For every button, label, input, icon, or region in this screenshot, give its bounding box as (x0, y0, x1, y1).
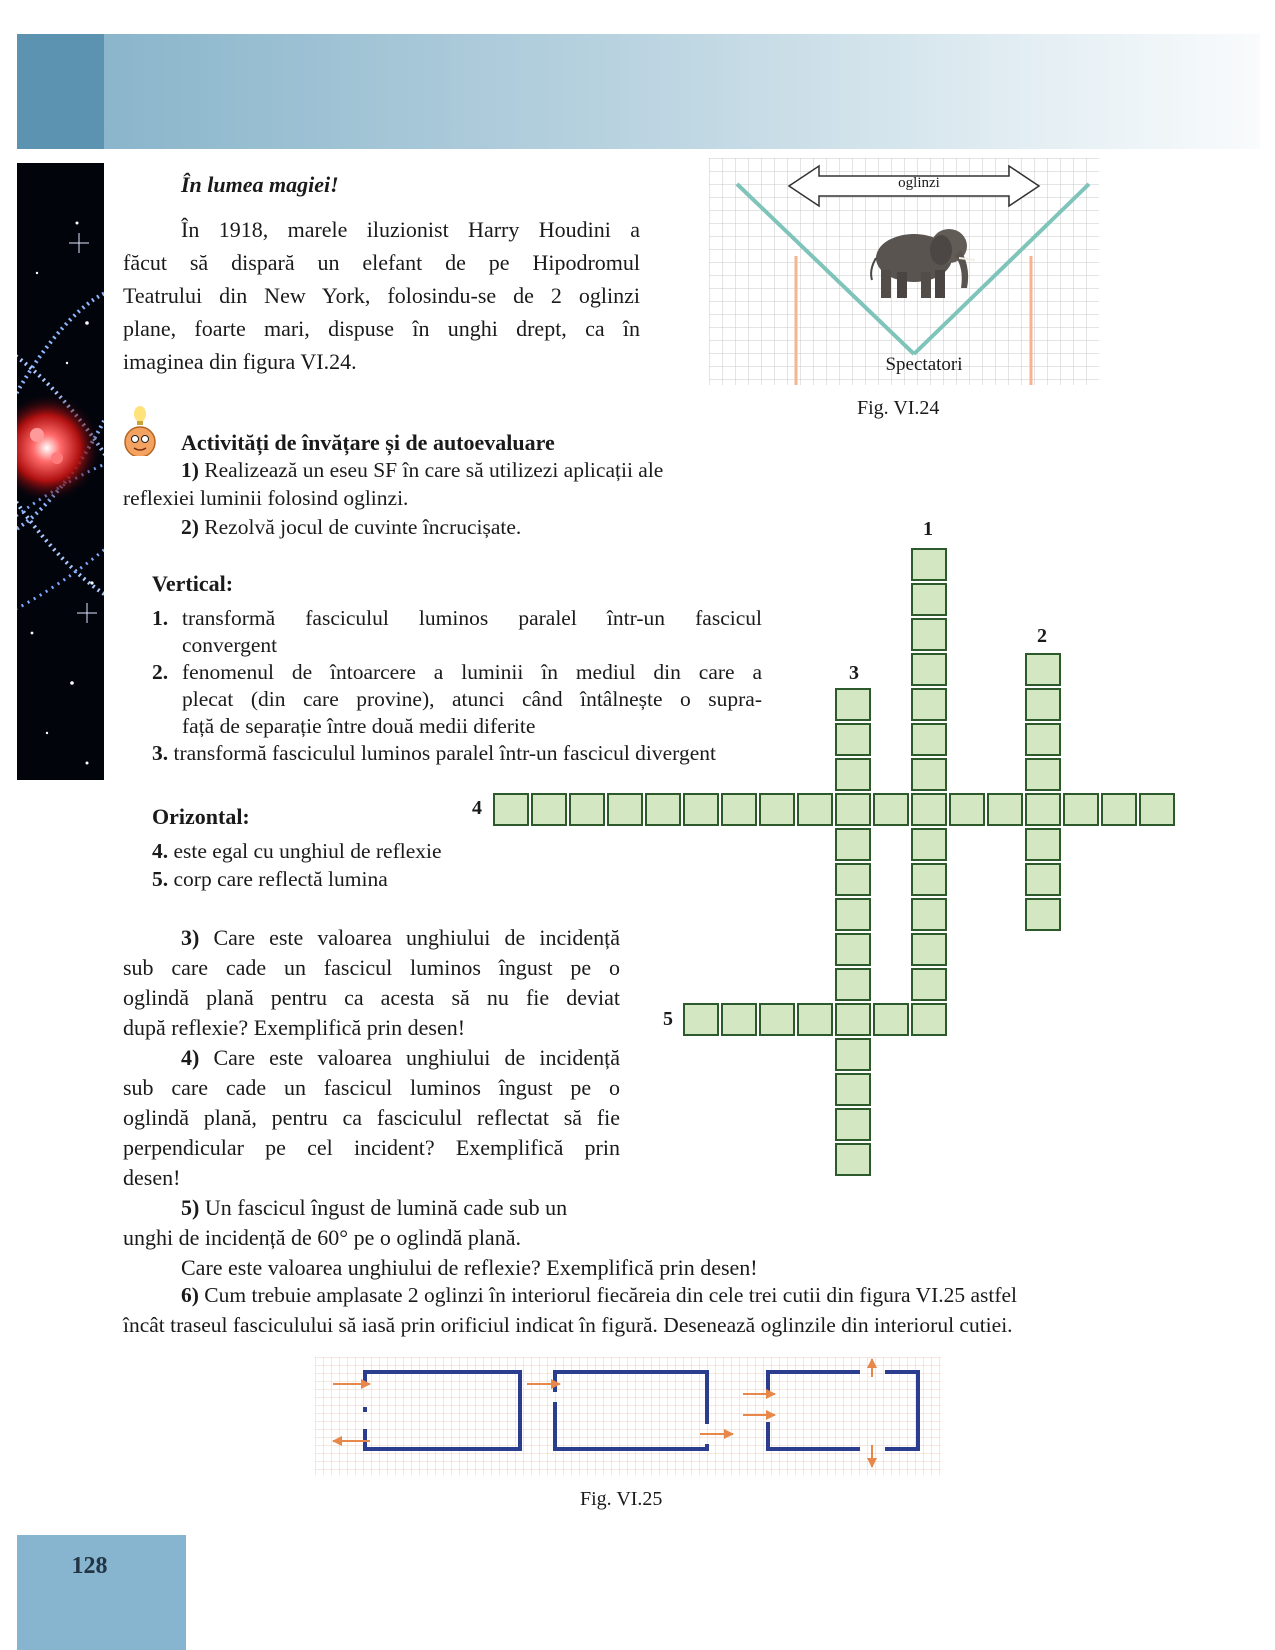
crossword-cell[interactable] (911, 1003, 947, 1036)
question-6-line-1-text: Cum trebuie amplasate 2 oglinzi în interiorul fiecăreia din cele trei cutii din figura VI.25 astfel (204, 1283, 1018, 1307)
question-5-line-1-text: Un fascicul îngust de lumină cade sub un (204, 1195, 568, 1220)
crossword-cell[interactable] (835, 723, 871, 756)
activity-2-text: Rezolvă jocul de cuvinte încrucișate. (204, 515, 522, 539)
crossword-cell[interactable] (797, 1003, 833, 1036)
question-3-line-1 (123, 923, 620, 953)
crossword-cell[interactable] (911, 688, 947, 721)
crossword-cell[interactable] (835, 1003, 871, 1036)
clue-v3-text: transformă fasciculul luminos paralel într-un fascicul divergent (173, 741, 716, 765)
crossword-cell[interactable] (911, 583, 947, 616)
question-3-line-3: oglindă plană pentru ca acesta să nu fie deviat (123, 985, 620, 1010)
crossword-number-3: 3 (849, 662, 859, 684)
crossword-cell[interactable] (1025, 793, 1061, 826)
clue-h5-number: 5. (152, 867, 169, 891)
question-5-number: 5) (181, 1195, 200, 1220)
question-4-line-2: sub care cade un fascicul luminos îngust pe o (123, 1075, 620, 1100)
crossword-cell[interactable] (1025, 723, 1061, 756)
crossword-cell[interactable] (721, 1003, 757, 1036)
figure-vi-25-caption: Fig. VI.25 (580, 1488, 663, 1510)
question-3-number: 3) (181, 925, 200, 950)
crossword-cell[interactable] (911, 758, 947, 791)
crossword-cell[interactable] (1025, 898, 1061, 931)
crossword-cell[interactable] (835, 968, 871, 1001)
crossword-cell[interactable] (835, 1038, 871, 1071)
crossword-cell[interactable] (873, 1003, 909, 1036)
clue-vertical-1 (152, 605, 762, 659)
crossword-cell[interactable] (911, 968, 947, 1001)
question-3-line-4: după reflexie? Exemplifică prin desen! (123, 1015, 466, 1040)
crossword-cell[interactable] (645, 793, 681, 826)
crossword-cell[interactable] (759, 793, 795, 826)
crossword-number-4: 4 (472, 797, 482, 819)
crossword-number-2: 2 (1037, 625, 1047, 647)
question-6 (123, 1280, 1183, 1340)
activity-2 (181, 515, 521, 540)
crossword-cell[interactable] (911, 793, 947, 826)
crossword-cell[interactable] (911, 723, 947, 756)
crossword-cell[interactable] (493, 793, 529, 826)
activity-1-line-1 (181, 458, 663, 483)
lightbulb-mascot-icon (123, 404, 161, 456)
crossword-cell[interactable] (797, 793, 833, 826)
activity-2-number: 2) (181, 515, 199, 539)
crossword-cell[interactable] (683, 1003, 719, 1036)
question-3-line-1-text: Care este valoarea unghiului de incidență (213, 925, 621, 950)
crossword-cell[interactable] (569, 793, 605, 826)
crossword-cell[interactable] (835, 1108, 871, 1141)
figure-vi-24 (709, 158, 1099, 385)
clue-v1-line-2: convergent (182, 633, 278, 657)
crossword-cell[interactable] (911, 898, 947, 931)
clue-v2-line-1: fenomenul de întoarcere a luminii în mediul din care a (182, 660, 762, 684)
atom-illustration-strip (17, 163, 104, 780)
mirrors-elephant-diagram (709, 158, 1099, 385)
crossword-cell[interactable] (835, 688, 871, 721)
crossword-cell[interactable] (911, 933, 947, 966)
figure-vi-25 (315, 1357, 941, 1475)
clue-v1-number: 1. (152, 606, 169, 630)
crossword-cell[interactable] (1025, 828, 1061, 861)
question-6-line-1 (123, 1280, 1183, 1310)
question-5-line-2: unghi de incidență de 60° pe o oglindă plană. (123, 1225, 521, 1250)
crossword-cell[interactable] (835, 1143, 871, 1176)
question-5 (123, 1193, 823, 1283)
crossword-cell[interactable] (911, 863, 947, 896)
mirror-boxes-diagram (315, 1357, 941, 1475)
header-gradient-band (104, 34, 1260, 149)
crossword-cell[interactable] (1025, 758, 1061, 791)
question-4-line-1-text: Care este valoarea unghiului de incidență (213, 1045, 621, 1070)
crossword-number-1: 1 (923, 518, 933, 540)
crossword-cell[interactable] (987, 793, 1023, 826)
clue-v2-number: 2. (152, 660, 169, 684)
clue-vertical-2 (152, 659, 762, 740)
story-line-5: imaginea din figura VI.24. (123, 349, 357, 374)
crossword-cell[interactable] (759, 1003, 795, 1036)
story-line-2: făcut să dispară un elefant de pe Hipodromul (123, 250, 640, 275)
story-paragraph (123, 213, 640, 378)
crossword-cell[interactable] (1025, 653, 1061, 686)
crossword-cell[interactable] (721, 793, 757, 826)
crossword-cell[interactable] (835, 758, 871, 791)
crossword-cell[interactable] (1101, 793, 1137, 826)
crossword-number-5: 5 (663, 1008, 673, 1030)
question-6-line-2: încât traseul fasciculului să iasă prin orificiul indicat în figură. Desenează oglinzile din interiorul cutiei. (123, 1313, 1013, 1337)
question-3 (123, 923, 620, 1043)
crossword-cell[interactable] (835, 933, 871, 966)
crossword-cell[interactable] (607, 793, 643, 826)
clue-horizontal-4 (152, 838, 442, 865)
clue-v1-line-1: transformă fasciculul luminos paralel într-un fascicul (182, 606, 762, 630)
crossword-cell[interactable] (683, 793, 719, 826)
header-accent-block (17, 34, 104, 149)
clue-v3-number: 3. (152, 741, 169, 765)
crossword-cell[interactable] (873, 793, 909, 826)
crossword-cell[interactable] (1025, 863, 1061, 896)
mirrors-label: oglinzi (898, 175, 940, 191)
clue-h5-text: corp care reflectă lumina (173, 867, 388, 891)
story-line-4: plane, foarte mari, dispuse în unghi drept, ca în (123, 316, 640, 341)
crossword-cell[interactable] (835, 863, 871, 896)
activity-1-text: Realizează un eseu SF în care să utilizezi aplicații ale (204, 458, 664, 482)
question-4-line-3: oglindă plană, pentru ca fasciculul reflectat să fie (123, 1105, 620, 1130)
clue-v2-line-3: față de separație între două medii diferite (182, 714, 536, 738)
question-4-number: 4) (181, 1045, 200, 1070)
crossword-cell[interactable] (949, 793, 985, 826)
crossword-cell[interactable] (835, 793, 871, 826)
question-5-line-1 (123, 1193, 823, 1223)
clue-vertical-3 (152, 740, 792, 767)
crossword-cell[interactable] (911, 618, 947, 651)
activities-heading: Activități de învățare și de autoevaluare (181, 430, 555, 455)
crossword-cell[interactable] (1139, 793, 1175, 826)
question-4-line-1 (123, 1043, 620, 1073)
atom-illustration (17, 163, 104, 780)
story-line-1: În 1918, marele iluzionist Harry Houdini a (181, 217, 640, 242)
crossword-cell[interactable] (531, 793, 567, 826)
figure-vi-24-caption: Fig. VI.24 (857, 397, 940, 419)
crossword-cell[interactable] (911, 828, 947, 861)
clue-h4-text: este egal cu unghiul de reflexie (173, 839, 442, 863)
question-3-line-2: sub care cade un fascicul luminos îngust pe o (123, 955, 620, 980)
clue-v2-line-2: plecat (din care provine), atunci când întâlnește o supra- (182, 687, 762, 711)
spectators-label: Spectatori (885, 354, 963, 375)
crossword-cell[interactable] (835, 898, 871, 931)
clue-h4-number: 4. (152, 839, 169, 863)
activity-1-line-2: reflexiei luminii folosind oglinzi. (123, 486, 409, 510)
crossword-cell[interactable] (835, 1073, 871, 1106)
horizontal-heading: Orizontal: (152, 804, 250, 829)
crossword-cell[interactable] (911, 653, 947, 686)
question-4-line-5: desen! (123, 1165, 181, 1190)
activity-1-number: 1) (181, 458, 199, 482)
vertical-heading: Vertical: (152, 571, 234, 596)
question-4-line-4: perpendicular pe cel incident? Exemplifică prin (123, 1135, 620, 1160)
crossword-cell[interactable] (1025, 688, 1061, 721)
question-6-number: 6) (181, 1283, 199, 1307)
crossword-cell[interactable] (835, 828, 871, 861)
question-4 (123, 1043, 620, 1193)
story-line-3: Teatrului din New York, folosindu-se de 2 oglinzi (123, 283, 640, 308)
crossword-cell[interactable] (1063, 793, 1099, 826)
crossword-cell[interactable] (911, 548, 947, 581)
story-title: În lumea magiei! (181, 172, 339, 197)
question-5-line-3: Care este valoarea unghiului de reflexie? Exemplifică prin desen! (181, 1255, 758, 1280)
clue-horizontal-5 (152, 866, 388, 893)
page-number: 128 (71, 1553, 108, 1579)
